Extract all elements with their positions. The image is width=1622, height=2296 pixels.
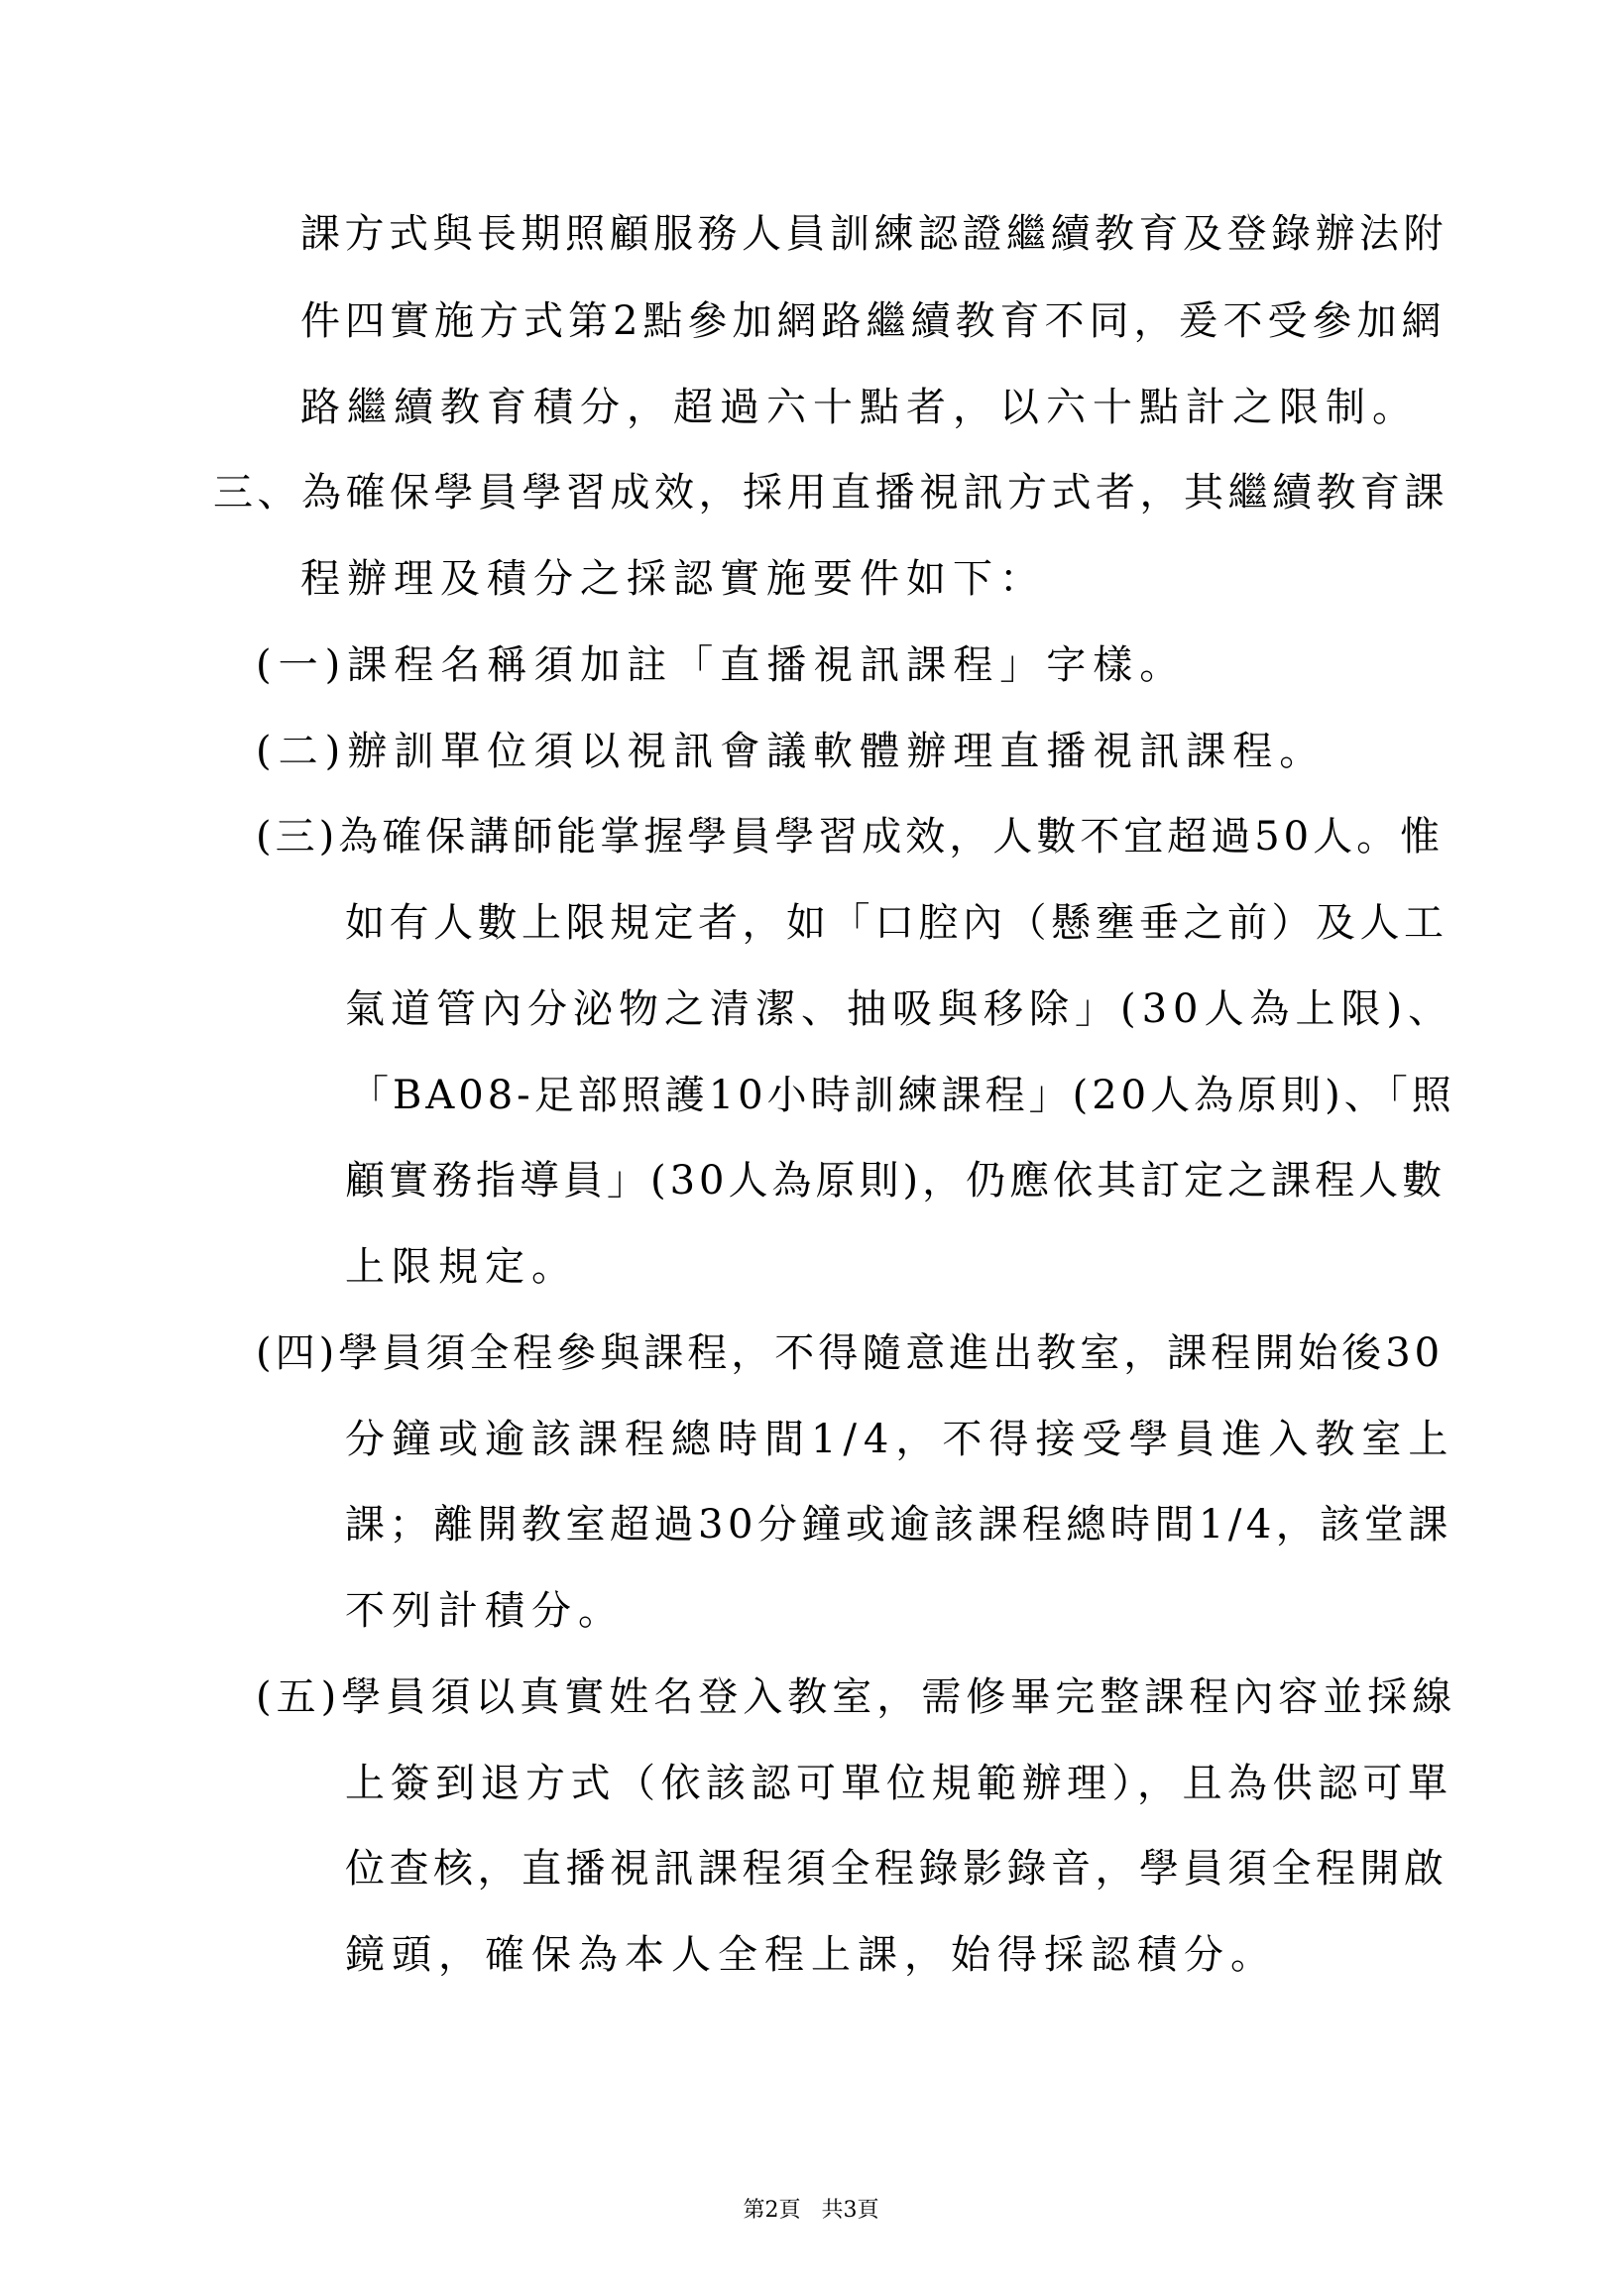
page-number-footer: 第2頁 共3頁 xyxy=(743,2198,879,2223)
text-line: 「BA08-足部照護10小時訓練課程」(20人為原則)、「照 xyxy=(349,1073,1455,1118)
text-line: 課方式與長期照顧服務人員訓練認證繼續教育及登錄辦法附 xyxy=(300,211,1448,257)
text-line: 上限規定。 xyxy=(345,1244,578,1290)
text-line: 課；離開教室超過30分鐘或逾該課程總時間1/4，該堂課 xyxy=(345,1502,1452,1548)
list-item: (三)為確保講師能掌握學員學習成效，人數不宜超過50人。惟 xyxy=(256,814,1445,860)
list-item: (一)課程名稱須加註「直播視訊課程」字樣。 xyxy=(256,642,1187,688)
text-line: 如有人數上限規定者，如「口腔內（懸壅垂之前）及人工 xyxy=(345,900,1448,946)
list-item: (二)辦訓單位須以視訊會議軟體辦理直播視訊課程。 xyxy=(256,729,1327,774)
text-line: 位查核，直播視訊課程須全程錄影錄音，學員須全程開啟 xyxy=(345,1846,1448,1892)
text-line: 顧實務指導員」(30人為原則)，仍應依其訂定之課程人數 xyxy=(345,1158,1447,1204)
text-line: 路繼續教育積分，超過六十點者，以六十點計之限制。 xyxy=(300,385,1419,430)
text-line: 氣道管內分泌物之清潔、抽吸與移除」(30人為上限)、 xyxy=(345,986,1454,1032)
text-line: 上簽到退方式（依該認可單位規範辦理），且為供認可單 xyxy=(345,1761,1453,1806)
list-item: (五)學員須以真實姓名登入教室，需修畢完整課程內容並採線 xyxy=(256,1674,1457,1720)
text-line: 件四實施方式第2點參加網路繼續教育不同，爰不受參加網 xyxy=(300,298,1447,344)
text-line: 不列計積分。 xyxy=(345,1588,625,1634)
text-line: 分鐘或逾該課程總時間1/4，不得接受學員進入教室上 xyxy=(345,1417,1455,1462)
section-heading: 三、為確保學員學習成效，採用直播視訊方式者，其繼續教育課 xyxy=(213,470,1448,516)
list-item: (四)學員須全程參與課程，不得隨意進出教室，課程開始後30 xyxy=(256,1330,1445,1376)
text-line: 程辦理及積分之採認實施要件如下： xyxy=(300,556,1046,602)
text-line: 鏡頭，確保為本人全程上課，始得採認積分。 xyxy=(345,1932,1277,1978)
